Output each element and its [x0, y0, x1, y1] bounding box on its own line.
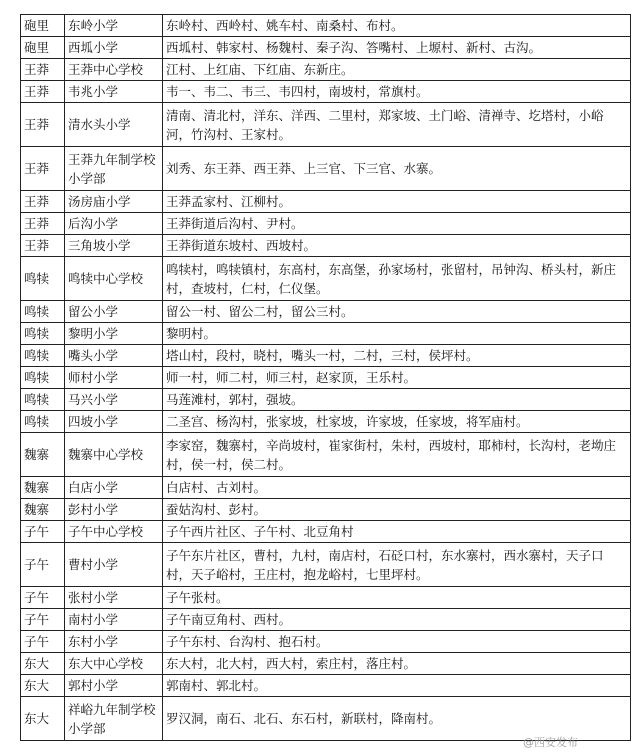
table-row — [21, 301, 631, 323]
school-cell: 王莽九年制学校小学部 — [65, 147, 163, 191]
table-row — [21, 59, 631, 81]
town-cell: 子午 — [21, 521, 65, 543]
town-cell: 子午 — [21, 587, 65, 609]
town-cell: 王莽 — [21, 191, 65, 213]
table-row — [21, 15, 631, 37]
school-cell: 白店小学 — [65, 477, 163, 499]
table-row — [21, 235, 631, 257]
school-cell: 郭村小学 — [65, 675, 163, 697]
villages-cell: 子午张村。 — [163, 587, 631, 609]
town-cell: 魏寨 — [21, 477, 65, 499]
villages-cell: 师一村，师二村，师三村，赵家顶，王乐村。 — [163, 367, 631, 389]
table-row — [21, 609, 631, 631]
table-row — [21, 103, 631, 147]
town-cell: 砲里 — [21, 15, 65, 37]
villages-cell: 子午西片社区、子午村、北豆角村 — [163, 521, 631, 543]
school-cell: 东岭小学 — [65, 15, 163, 37]
table-row — [21, 653, 631, 675]
villages-cell: 江村、上红庙、下红庙、东新庄。 — [163, 59, 631, 81]
town-cell: 魏寨 — [21, 433, 65, 477]
watermark: @西安发布 — [523, 736, 578, 749]
town-cell: 魏寨 — [21, 499, 65, 521]
school-cell: 师村小学 — [65, 367, 163, 389]
school-cell: 曹村小学 — [65, 543, 163, 587]
school-cell: 留公小学 — [65, 301, 163, 323]
villages-cell: 李家窑，魏寨村，辛尚坡村，崔家街村，朱村，西坡村，耶柿村，长沟村，老坳庄村，侯一村，侯二村。 — [163, 433, 631, 477]
school-district-table — [20, 14, 631, 741]
villages-cell: 刘秀、东王莽、西王莽、上三官、下三官、水寨。 — [163, 147, 631, 191]
school-cell: 张村小学 — [65, 587, 163, 609]
villages-cell: 子午东村、台沟村、抱石村。 — [163, 631, 631, 653]
school-cell: 黎明小学 — [65, 323, 163, 345]
table-row — [21, 81, 631, 103]
villages-cell: 东岭村、西岭村、姚车村、南桑村、布村。 — [163, 15, 631, 37]
villages-cell: 蚕姑沟村、彭村。 — [163, 499, 631, 521]
table-row — [21, 323, 631, 345]
villages-cell: 韦一、韦二、韦三、韦四村，南坡村，常旗村。 — [163, 81, 631, 103]
school-cell: 鸣犊中心学校 — [65, 257, 163, 301]
villages-cell: 王莽孟家村、江柳村。 — [163, 191, 631, 213]
table-row — [21, 477, 631, 499]
table-row — [21, 213, 631, 235]
town-cell: 鸣犊 — [21, 411, 65, 433]
school-cell: 彭村小学 — [65, 499, 163, 521]
school-district-table-container — [20, 14, 630, 741]
table-row — [21, 345, 631, 367]
town-cell: 子午 — [21, 609, 65, 631]
town-cell: 东大 — [21, 697, 65, 741]
villages-cell: 郭南村、郭北村。 — [163, 675, 631, 697]
school-cell: 后沟小学 — [65, 213, 163, 235]
table-row — [21, 37, 631, 59]
villages-cell: 马莲滩村，郭村，强坡。 — [163, 389, 631, 411]
school-cell: 西坬小学 — [65, 37, 163, 59]
villages-cell: 罗汉洞，南石、北石、东石村，新联村，降南村。 — [163, 697, 631, 741]
villages-cell: 清南、清北村，洋东、洋西、二里村，郑家坡、土门峪、清禅寺、圪塔村，小峪河，竹沟村、王家村。 — [163, 103, 631, 147]
villages-cell: 王莽街道东坡村、西坡村。 — [163, 235, 631, 257]
school-cell: 祥峪九年制学校小学部 — [65, 697, 163, 741]
town-cell: 东大 — [21, 675, 65, 697]
table-body — [21, 15, 631, 741]
school-cell: 三角坡小学 — [65, 235, 163, 257]
school-cell: 南村小学 — [65, 609, 163, 631]
villages-cell: 子午东片社区，曹村，九村，南店村，石砭口村，东水寨村，西水寨村，天子口村，天子峪村，王庄村，抱龙峪村，七里坪村。 — [163, 543, 631, 587]
school-cell: 东大中心学校 — [65, 653, 163, 675]
table-row — [21, 367, 631, 389]
school-cell: 韦兆小学 — [65, 81, 163, 103]
town-cell: 鸣犊 — [21, 367, 65, 389]
table-row — [21, 191, 631, 213]
town-cell: 王莽 — [21, 235, 65, 257]
school-cell: 汤房庙小学 — [65, 191, 163, 213]
school-cell: 王莽中心学校 — [65, 59, 163, 81]
villages-cell: 西坬村、韩家村、杨魏村、秦子沟、答嘴村、上塬村、新村、古沟。 — [163, 37, 631, 59]
town-cell: 王莽 — [21, 213, 65, 235]
villages-cell: 王莽街道后沟村、尹村。 — [163, 213, 631, 235]
villages-cell: 留公一村、留公二村，留公三村。 — [163, 301, 631, 323]
town-cell: 鸣犊 — [21, 345, 65, 367]
villages-cell: 二圣宫、杨沟村，张家坡，杜家坡，许家坡，任家坡，将军庙村。 — [163, 411, 631, 433]
town-cell: 鸣犊 — [21, 389, 65, 411]
table-row — [21, 521, 631, 543]
school-cell: 嘴头小学 — [65, 345, 163, 367]
villages-cell: 子午南豆角村、西村。 — [163, 609, 631, 631]
table-row — [21, 587, 631, 609]
school-cell: 东村小学 — [65, 631, 163, 653]
table-row — [21, 147, 631, 191]
school-cell: 清水头小学 — [65, 103, 163, 147]
table-row — [21, 543, 631, 587]
town-cell: 王莽 — [21, 81, 65, 103]
town-cell: 王莽 — [21, 147, 65, 191]
town-cell: 王莽 — [21, 59, 65, 81]
villages-cell: 黎明村。 — [163, 323, 631, 345]
table-row — [21, 257, 631, 301]
town-cell: 王莽 — [21, 103, 65, 147]
table-row — [21, 411, 631, 433]
table-row — [21, 433, 631, 477]
villages-cell: 塔山村，段村，晓村，嘴头一村，二村，三村，侯坪村。 — [163, 345, 631, 367]
table-row — [21, 631, 631, 653]
school-cell: 四坡小学 — [65, 411, 163, 433]
town-cell: 鸣犊 — [21, 257, 65, 301]
villages-cell: 鸣犊村，鸣犊镇村，东高村，东高堡，孙家场村，张留村，吊钟沟、桥头村，新庄村，查坡村，仁村，仁仪堡。 — [163, 257, 631, 301]
town-cell: 鸣犊 — [21, 301, 65, 323]
table-row — [21, 499, 631, 521]
villages-cell: 东大村，北大村，西大村，索庄村，落庄村。 — [163, 653, 631, 675]
school-cell: 子午中心学校 — [65, 521, 163, 543]
table-row — [21, 675, 631, 697]
school-cell: 魏寨中心学校 — [65, 433, 163, 477]
villages-cell: 白店村、古刘村。 — [163, 477, 631, 499]
table-row — [21, 389, 631, 411]
town-cell: 子午 — [21, 631, 65, 653]
town-cell: 砲里 — [21, 37, 65, 59]
town-cell: 东大 — [21, 653, 65, 675]
town-cell: 子午 — [21, 543, 65, 587]
town-cell: 鸣犊 — [21, 323, 65, 345]
school-cell: 马兴小学 — [65, 389, 163, 411]
